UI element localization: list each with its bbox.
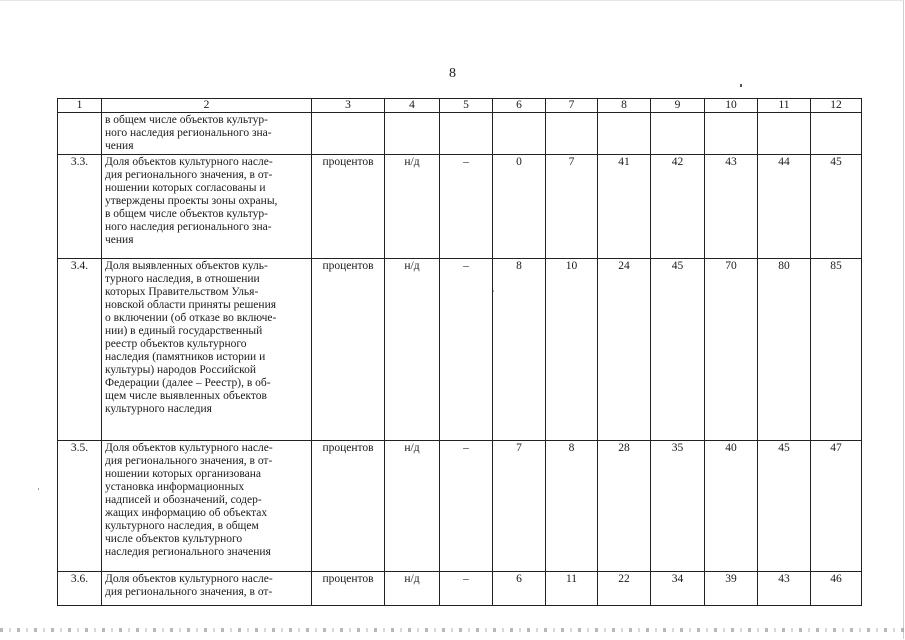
description-line: в общем числе объектов культур- [105, 114, 268, 126]
value-cell: 24 [598, 259, 651, 441]
value-cell: 45 [758, 441, 811, 572]
column-header: 4 [385, 99, 440, 113]
value-cell: 6 [493, 572, 546, 606]
base-value-cell: н/д [385, 259, 440, 441]
unit-cell [312, 113, 385, 155]
value-cell: 80 [758, 259, 811, 441]
description-line: реестр объектов культурного [105, 338, 247, 350]
dash-cell: – [440, 155, 493, 259]
value-cell [758, 113, 811, 155]
dash-cell: – [440, 572, 493, 606]
value-cell: 0 [493, 155, 546, 259]
column-header: 3 [312, 99, 385, 113]
description-line: в общем числе объектов культур- [105, 208, 268, 220]
page-number: 8 [449, 66, 456, 81]
description-line: жащих информацию об объектах [105, 507, 268, 519]
value-cell: 7 [546, 155, 598, 259]
indicator-description [102, 572, 312, 606]
description-line: которых Правительством Улья- [105, 286, 259, 298]
column-header: 6 [493, 99, 546, 113]
description-line: дия регионального значения, в от- [105, 455, 273, 467]
description-line: ношении которых согласованы и [105, 182, 266, 194]
table-header-row [58, 99, 862, 113]
scan-speck [740, 84, 742, 87]
column-header: 9 [651, 99, 705, 113]
column-header: 11 [758, 99, 811, 113]
indicator-description [102, 155, 312, 259]
table-row [58, 259, 862, 441]
description-line: дия регионального значения, в от- [105, 169, 273, 181]
column-header: 8 [598, 99, 651, 113]
unit-cell: процентов [312, 441, 385, 572]
row-number: 3.6. [58, 572, 102, 606]
row-number: 3.3. [58, 155, 102, 259]
value-cell: 22 [598, 572, 651, 606]
base-value-cell: н/д [385, 155, 440, 259]
value-cell: 7 [493, 441, 546, 572]
description-line: нии) в единый государственный [105, 325, 263, 337]
value-cell: 8 [546, 441, 598, 572]
indicator-description [102, 441, 312, 572]
column-header: 12 [811, 99, 862, 113]
table-row [58, 441, 862, 572]
value-cell [493, 113, 546, 155]
description-line: чения [105, 234, 134, 246]
value-cell: 45 [651, 259, 705, 441]
value-cell: 45 [811, 155, 862, 259]
description-line: щем числе выявленных объектов [105, 390, 267, 402]
description-line: культуры) народов Российской [105, 364, 257, 376]
description-line: о включении (об отказе во включе- [105, 312, 277, 324]
value-cell: 28 [598, 441, 651, 572]
value-cell: 35 [651, 441, 705, 572]
value-cell [598, 113, 651, 155]
description-line: ного наследия регионального зна- [105, 221, 272, 233]
value-cell: 43 [705, 155, 758, 259]
value-cell: 40 [705, 441, 758, 572]
value-cell: 42 [651, 155, 705, 259]
indicator-description [102, 259, 312, 441]
description-line: надписей и обозначений, содер- [105, 494, 262, 506]
description-line: турного наследия, в отношении [105, 273, 260, 285]
value-cell: 41 [598, 155, 651, 259]
column-header: 1 [58, 99, 102, 113]
unit-cell: процентов [312, 259, 385, 441]
value-cell: 85 [811, 259, 862, 441]
column-header: 5 [440, 99, 493, 113]
indicator-description [102, 113, 312, 155]
description-line: Доля объектов культурного насле- [105, 573, 273, 585]
column-header: 2 [102, 99, 312, 113]
description-line: Доля объектов культурного насле- [105, 156, 273, 168]
description-line: культурного наследия, в общем [105, 520, 259, 532]
value-cell: 46 [811, 572, 862, 606]
indicator-table [57, 98, 862, 606]
value-cell [705, 113, 758, 155]
description-line: утверждены проекты зоны охраны, [105, 195, 278, 207]
value-cell: 39 [705, 572, 758, 606]
dash-cell [440, 113, 493, 155]
dash-cell: – [440, 441, 493, 572]
value-cell: 10 [546, 259, 598, 441]
description-line: чения [105, 140, 134, 152]
description-line: культурного наследия [105, 403, 212, 415]
unit-cell: процентов [312, 572, 385, 606]
scan-speck [38, 488, 39, 490]
column-header: 7 [546, 99, 598, 113]
description-line: Федерации (далее – Реестр), в об- [105, 377, 271, 389]
description-line: Доля объектов культурного насле- [105, 442, 273, 454]
base-value-cell [385, 113, 440, 155]
value-cell: 44 [758, 155, 811, 259]
value-cell: 70 [705, 259, 758, 441]
value-cell [651, 113, 705, 155]
description-line: ного наследия регионального зна- [105, 127, 272, 139]
description-line: числе объектов культурного [105, 533, 243, 545]
description-line: новской области приняты решения [105, 299, 277, 311]
value-cell: 47 [811, 441, 862, 572]
table-row [58, 113, 862, 155]
value-cell: 34 [651, 572, 705, 606]
base-value-cell: н/д [385, 572, 440, 606]
row-number [58, 113, 102, 155]
description-line: наследия (памятников истории и [105, 351, 266, 363]
value-cell [546, 113, 598, 155]
dash-cell: – [440, 259, 493, 441]
description-line: ношении которых организована [105, 468, 262, 480]
table-row [58, 155, 862, 259]
description-line: Доля выявленных объектов куль- [105, 260, 268, 272]
base-value-cell: н/д [385, 441, 440, 572]
description-line: наследия регионального значения [105, 546, 271, 558]
value-cell: 43 [758, 572, 811, 606]
unit-cell: процентов [312, 155, 385, 259]
description-line: установка информационных [105, 481, 245, 493]
scan-edge-noise [0, 628, 905, 632]
table-row [58, 572, 862, 606]
value-cell: 8 [493, 259, 546, 441]
description-line: дия регионального значения, в от- [105, 586, 273, 598]
row-number: 3.4. [58, 259, 102, 441]
value-cell [811, 113, 862, 155]
row-number: 3.5. [58, 441, 102, 572]
column-header: 10 [705, 99, 758, 113]
value-cell: 11 [546, 572, 598, 606]
